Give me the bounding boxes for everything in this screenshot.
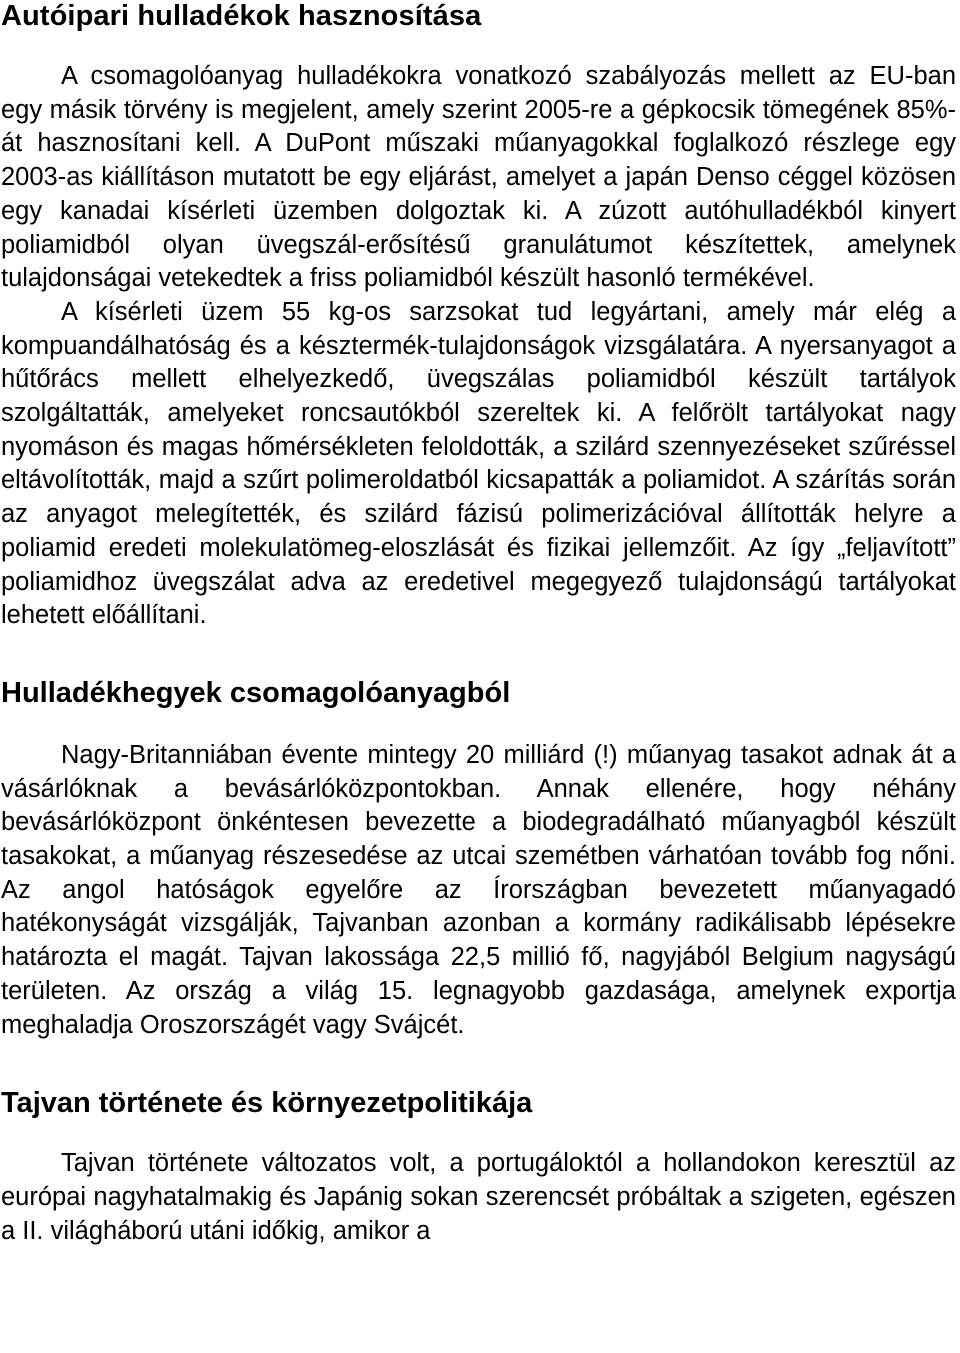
paragraph-eu-regulation: A csomagolóanyag hulladékokra vonatkozó szabályozás mellett az EU-ban egy másik törvény is megjelent, amely szerint 2005-re a gépkocsik tömegének 85%-át hasznosítani kell. A DuPont műszaki műanyagokkal foglalkozó részlege egy 2003-as kiállításon mutatott be egy eljárást, amelyet a japán Denso céggel közösen egy kanadai kísérleti üzemben dolgoztak ki. A zúzott autóhulladékból kinyert poliamidból olyan üvegszál-erősítésű granulátumot készítettek, amelynek tulajdonságai vetekedtek a friss poliamidból készült hasonló termékével.: [1, 62, 956, 293]
section-title-hulladekhegyek: Hulladékhegyek csomagolóanyagból: [1, 676, 511, 709]
paragraph-pilot-plant: A kísérleti üzem 55 kg-os sarzsokat tud legyártani, amely már elég a kompuandálhatóság és a késztermék-tulajdonságok vizsgálatára. A nyersanyagot a hűtőrács mellett elhelyezkedő, üvegszálas poliamidból készült tartályok szolgáltatták, amelyeket roncsautókból szereltek ki. A felőrölt tartályokat nagy nyomáson és magas hőmérsékleten feloldották, a szilárd szennyezéseket szűréssel eltávolították, majd a szűrt polimeroldatból kicsapatták a poliamidot. A szárítás során az anyagot melegítették, és szilárd fázisú polimerizációval állították helyre a poliamid eredeti molekulatömeg-eloszlását és fizikai jellemzőit. Az így „feljavított” poliamidhoz üvegszálat adva az eredetivel megegyező tulajdonságú tartályokat lehetett előállítani.: [1, 297, 956, 630]
paragraph-plastic-bags: Nagy-Britanniában évente mintegy 20 milliárd (!) műanyag tasakot adnak át a vásárlóknak a bevásárlóközpontokban. Annak ellenére, hogy néhány bevásárlóközpont önkéntesen bevezette a biodegradálható műanyagból készült tasakokat, a műanyag részesedése az utcai szemétben várhatóan tovább fog nőni. Az angol hatóságok egyelőre az Írországban bevezetett műanyagadó hatékonyságát vizsgálják, Tajvanban azonban a kormány radikálisabb lépésekre határozta el magát. Tajvan lakossága 22,5 millió fő, nagyjából Belgium nagyságú területen. Az ország a világ 15. legnagyobb gazdasága, amelynek exportja meghaladja Oroszországét vagy Svájcét.: [1, 740, 956, 1039]
paragraph-taiwan-history: Tajvan története változatos volt, a portugáloktól a hollandokon keresztül az európai nagyhatalmakig és Japánig sokan szerencsét próbáltak a szigeten, egészen a II. világháború utáni időkig, amikor a: [1, 1149, 956, 1245]
section-title-autoipari-hulladekok: Autóipari hulladékok hasznosítása: [1, 0, 482, 32]
section-title-tajvan-tortenete: Tajvan története és környezetpolitikája: [1, 1087, 533, 1120]
